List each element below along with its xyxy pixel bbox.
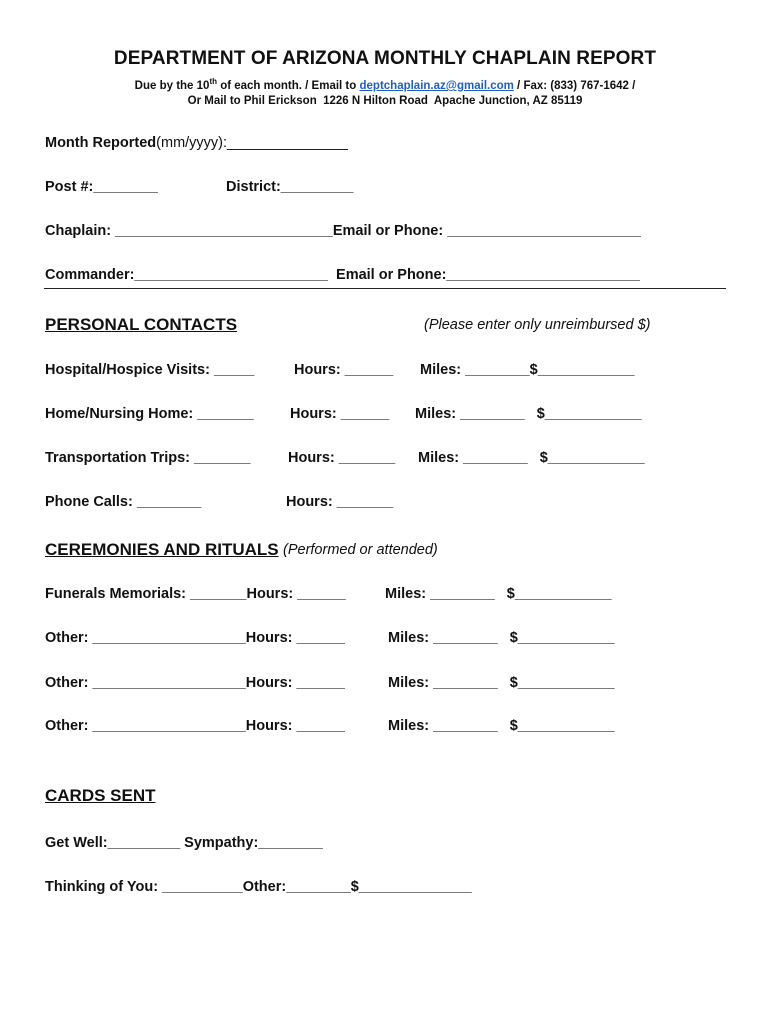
hospital-hours-field[interactable]: Hours: ______ bbox=[294, 362, 394, 378]
phone-calls-field[interactable]: Phone Calls: ________ bbox=[45, 494, 202, 510]
nursing-hours-field[interactable]: Hours: ______ bbox=[290, 406, 390, 422]
funerals-field[interactable]: Funerals Memorials: _______Hours: ______ bbox=[45, 586, 346, 602]
due-superscript: th bbox=[209, 77, 217, 86]
personal-contacts-note: (Please enter only unreimbursed $) bbox=[424, 317, 651, 333]
other-miles-field-3[interactable]: Miles: ________ $____________ bbox=[388, 718, 615, 734]
due-instructions bbox=[0, 77, 770, 92]
divider-line bbox=[44, 288, 726, 289]
transportation-hours-field[interactable]: Hours: _______ bbox=[288, 450, 396, 466]
transportation-field[interactable]: Transportation Trips: _______ bbox=[45, 450, 251, 466]
month-reported-label: Month Reported bbox=[45, 135, 157, 151]
hospital-miles-field[interactable]: Miles: ________$____________ bbox=[420, 362, 635, 378]
personal-contacts-heading: PERSONAL CONTACTS bbox=[45, 315, 238, 334]
page-title: DEPARTMENT OF ARIZONA MONTHLY CHAPLAIN REPORT bbox=[113, 48, 657, 69]
funerals-miles-field[interactable]: Miles: ________ $____________ bbox=[385, 586, 612, 602]
commander-field[interactable]: Commander:________________________ Email or Phone:________________________ bbox=[45, 267, 640, 283]
email-link[interactable]: deptchaplain.az@gmail.com bbox=[359, 79, 514, 92]
month-format: (mm/yyyy):_______________ bbox=[156, 135, 348, 151]
other-field-2[interactable]: Other: ___________________Hours: ______ bbox=[45, 675, 345, 691]
chaplain-field[interactable]: Chaplain: ___________________________Email or Phone: ________________________ bbox=[45, 223, 641, 239]
cards-sent-heading: CARDS SENT bbox=[45, 786, 156, 805]
mail-address: Or Mail to Phil Erickson 1226 N Hilton Road Apache Junction, AZ 85119 bbox=[187, 95, 583, 107]
post-field[interactable]: Post #:________ bbox=[45, 179, 158, 195]
other-miles-field-1[interactable]: Miles: ________ $____________ bbox=[388, 630, 615, 646]
ceremonies-heading: CEREMONIES AND RITUALS bbox=[45, 540, 279, 559]
fax-text: / Fax: (833) 767-1642 / bbox=[513, 79, 636, 92]
phone-hours-field[interactable]: Hours: _______ bbox=[286, 494, 394, 510]
due-prefix: Due by the 10 bbox=[134, 79, 210, 92]
thinking-of-you-field[interactable]: Thinking of You: __________Other:________$______________ bbox=[45, 879, 472, 895]
other-field-3[interactable]: Other: ___________________Hours: ______ bbox=[45, 718, 345, 734]
district-field[interactable]: District:_________ bbox=[226, 179, 354, 195]
ceremonies-note: (Performed or attended) bbox=[283, 542, 438, 558]
transportation-miles-field[interactable]: Miles: ________ $____________ bbox=[418, 450, 645, 466]
nursing-home-field[interactable]: Home/Nursing Home: _______ bbox=[45, 406, 254, 422]
get-well-sympathy-field[interactable]: Get Well:_________ Sympathy:________ bbox=[45, 835, 323, 851]
due-suffix: of each month. / Email to bbox=[217, 79, 360, 92]
month-reported-field[interactable] bbox=[45, 135, 348, 151]
other-miles-field-2[interactable]: Miles: ________ $____________ bbox=[388, 675, 615, 691]
hospital-visits-field[interactable]: Hospital/Hospice Visits: _____ bbox=[45, 362, 255, 378]
other-field-1[interactable]: Other: ___________________Hours: ______ bbox=[45, 630, 345, 646]
nursing-miles-field[interactable]: Miles: ________ $____________ bbox=[415, 406, 642, 422]
